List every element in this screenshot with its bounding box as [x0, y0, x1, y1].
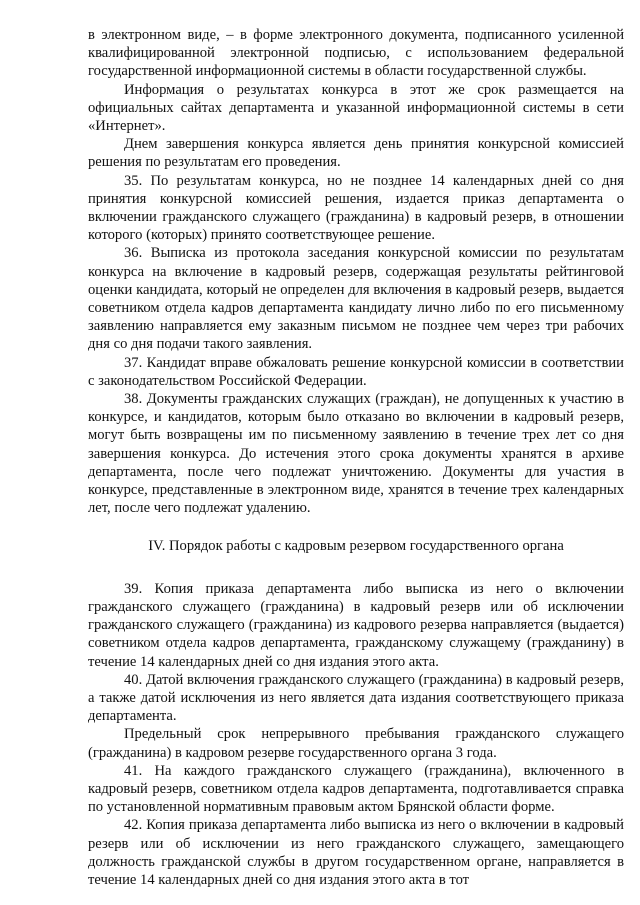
paragraphs-bottom	[88, 580, 624, 889]
paragraph: Днем завершения конкурса является день принятия конкурсной комиссией решения по результатам его проведения.	[88, 136, 624, 171]
paragraph: Информация о результатах конкурса в этот же срок размещается на официальных сайтах департамента и указанной информационной системы в сети «Интернет».	[88, 81, 624, 135]
section-heading: IV. Порядок работы с кадровым резервом государственного органа	[148, 538, 564, 555]
paragraph-41: 41. На каждого гражданского служащего (гражданина), включенного в кадровый резерв, советником отдела кадров департамента, подготавливается справка по установленной нормативным правовым актом Брянской области форме.	[88, 762, 624, 816]
paragraph-39: 39. Копия приказа департамента либо выписка из него о включении гражданского служащего (гражданина) в кадровый резерв или об исключении гражданского служащего (гражданина) из кадрового резерва направляется (выдается) советником отдела кадров департамента, гражданскому служащему (гражданину) в течение 14 календарных дней со дня издания этого акта.	[88, 580, 624, 670]
paragraph-40: 40. Датой включения гражданского служащего (гражданина) в кадровый резерв, а также датой исключения из него является дата издания соответствующего приказа департамента.	[88, 671, 624, 725]
paragraph-42: 42. Копия приказа департамента либо выписка из него о включении в кадровый резерв или об исключении из него гражданского служащего, замещающего должность гражданской службы в другом государственном органе, направляется в течение 14 календарных дней со дня издания этого акта в тот	[88, 817, 624, 888]
paragraph: в электронном виде, – в форме электронного документа, подписанного усиленной квалифицированной электронной подписью, с использованием федеральной государственной информационной системы в области государственной службы.	[88, 27, 624, 80]
paragraph: Предельный срок непрерывного пребывания гражданского служащего (гражданина) в кадровом резерве государственного органа 3 года.	[88, 726, 624, 761]
paragraph-37: 37. Кандидат вправе обжаловать решение конкурсной комиссии в соответствии с законодательством Российской Федерации.	[88, 354, 624, 389]
paragraph-35: 35. По результатам конкурса, но не позднее 14 календарных дней со дня принятия конкурсной комиссией решения, издается приказ департамента о включении гражданского служащего (гражданина) в кадровый резерв, в отношении которого (которых) принято соответствующее решение.	[88, 172, 624, 244]
document-page	[88, 26, 624, 889]
paragraphs-top	[88, 26, 624, 517]
paragraph-38: 38. Документы гражданских служащих (граждан), не допущенных к участию в конкурсе, и кандидатов, которым было отказано во включении в кадровый резерв, могут быть возвращены им по письменному заявлению в течение трех лет со дня завершения конкурса. До истечения этого срока документы хранятся в архиве департамента, после чего подлежат уничтожению. Документы для участия в конкурсе, представленные в электронном виде, хранятся в течение трех календарных лет, после чего подлежат удалению.	[88, 391, 624, 517]
paragraph-36: 36. Выписка из протокола заседания конкурсной комиссии по результатам конкурса на включение в кадровый резерв, содержащая результаты рейтинговой оценки кандидата, который не определен для включения в кадровый резерв, выдается советником отдела кадров департамента кандидату лично либо по его письменному заявлению направляется ему заказным письмом не позднее чем через три рабочих дня со дня подачи такого заявления.	[88, 245, 624, 353]
